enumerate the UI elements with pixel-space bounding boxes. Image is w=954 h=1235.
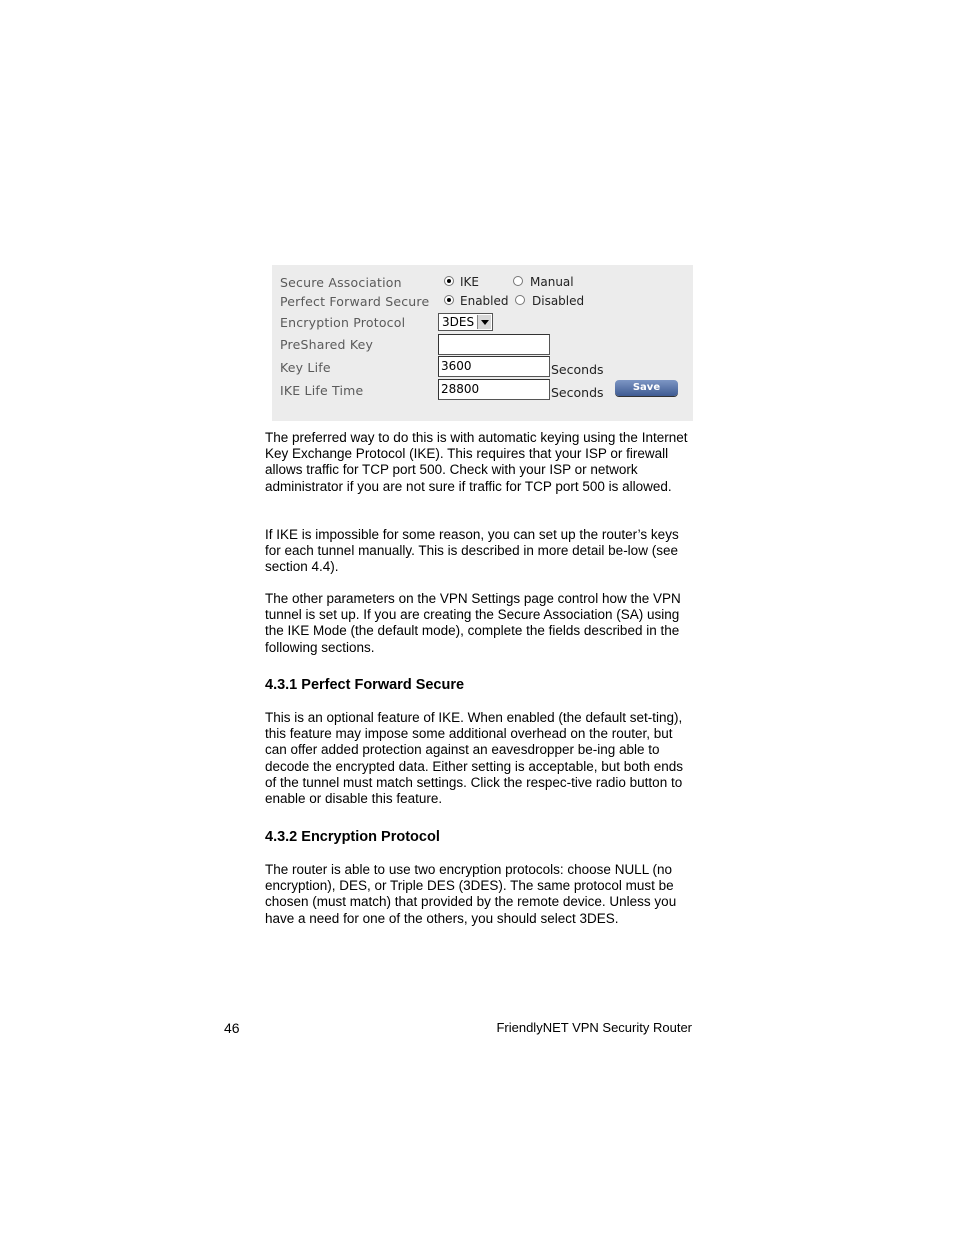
encryption-select[interactable]	[438, 313, 493, 331]
preshared-row	[272, 337, 693, 357]
encryption-label: Encryption Protocol	[280, 315, 406, 330]
paragraph-ike-intro: The preferred way to do this is with automatic keying using the Internet Key Exchange Protocol (IKE). This requires that your ISP or firewall allows traffic for TCP port 500. Check with your ISP or network administrator if you are not sure if traffic for TCP port 500 is allowed.	[265, 430, 688, 494]
pfs-disabled-radio[interactable]	[515, 295, 525, 305]
preshared-key-input[interactable]	[438, 334, 550, 355]
paragraph-vpn-parameters: The other parameters on the VPN Settings page control how the VPN tunnel is set up. If you are creating the Secure Association (SA) using the IKE Mode (the default mode), complete the fields described in the following sections.	[265, 591, 681, 655]
ike-life-label: IKE Life Time	[280, 383, 364, 398]
paragraph-encryption: The router is able to use two encryption protocols: choose NULL (no encryption), DES, or Triple DES (3DES). The same protocol must be chosen (must match) that provided by the remote device. Unless you have a need for one of the others, you should select 3DES.	[265, 862, 677, 926]
ike-life-unit: Seconds	[551, 385, 604, 400]
save-button[interactable]: Save	[615, 380, 678, 396]
ike-radio-label: IKE	[460, 275, 479, 289]
key-life-label: Key Life	[280, 360, 331, 375]
pfs-enabled-radio[interactable]	[444, 295, 454, 305]
secure-association-label: Secure Association	[280, 275, 402, 290]
pfs-label: Perfect Forward Secure	[280, 294, 430, 309]
heading-perfect-forward-secure: 4.3.1 Perfect Forward Secure	[265, 677, 465, 693]
pfs-row	[272, 294, 693, 314]
encryption-row	[272, 315, 693, 335]
heading-encryption-protocol: 4.3.2 Encryption Protocol	[265, 829, 440, 845]
ike-life-input[interactable]: 28800	[438, 379, 550, 400]
paragraph-manual-keys: If IKE is impossible for some reason, you can set up the router’s keys for each tunnel manually. This is described in more detail be-low (see section 4.4).	[265, 527, 679, 575]
key-life-row	[272, 360, 693, 380]
key-life-input[interactable]: 3600	[438, 356, 550, 377]
page-number: 46	[224, 1020, 240, 1036]
footer-title: FriendlyNET VPN Security Router	[496, 1020, 692, 1035]
manual-radio-label: Manual	[530, 275, 574, 289]
vpn-settings-panel	[272, 265, 693, 421]
manual-radio[interactable]	[513, 276, 523, 286]
ike-radio[interactable]	[444, 276, 454, 286]
secure-association-row	[272, 275, 693, 295]
key-life-unit: Seconds	[551, 362, 604, 377]
chevron-down-icon[interactable]	[477, 315, 491, 329]
paragraph-pfs: This is an optional feature of IKE. When enabled (the default set-ting), this feature may impose some additional overhead on the router, but can offer added protection against an eavesdropper be-ing able to decode the encrypted data. Either setting is acceptable, but both ends of the tunnel must match settings. Click the respec-tive radio button to enable or disable this feature.	[265, 710, 684, 807]
preshared-label: PreShared Key	[280, 337, 374, 352]
encryption-select-value: 3DES	[442, 315, 475, 329]
pfs-disabled-label: Disabled	[532, 294, 585, 308]
pfs-enabled-label: Enabled	[460, 294, 509, 308]
